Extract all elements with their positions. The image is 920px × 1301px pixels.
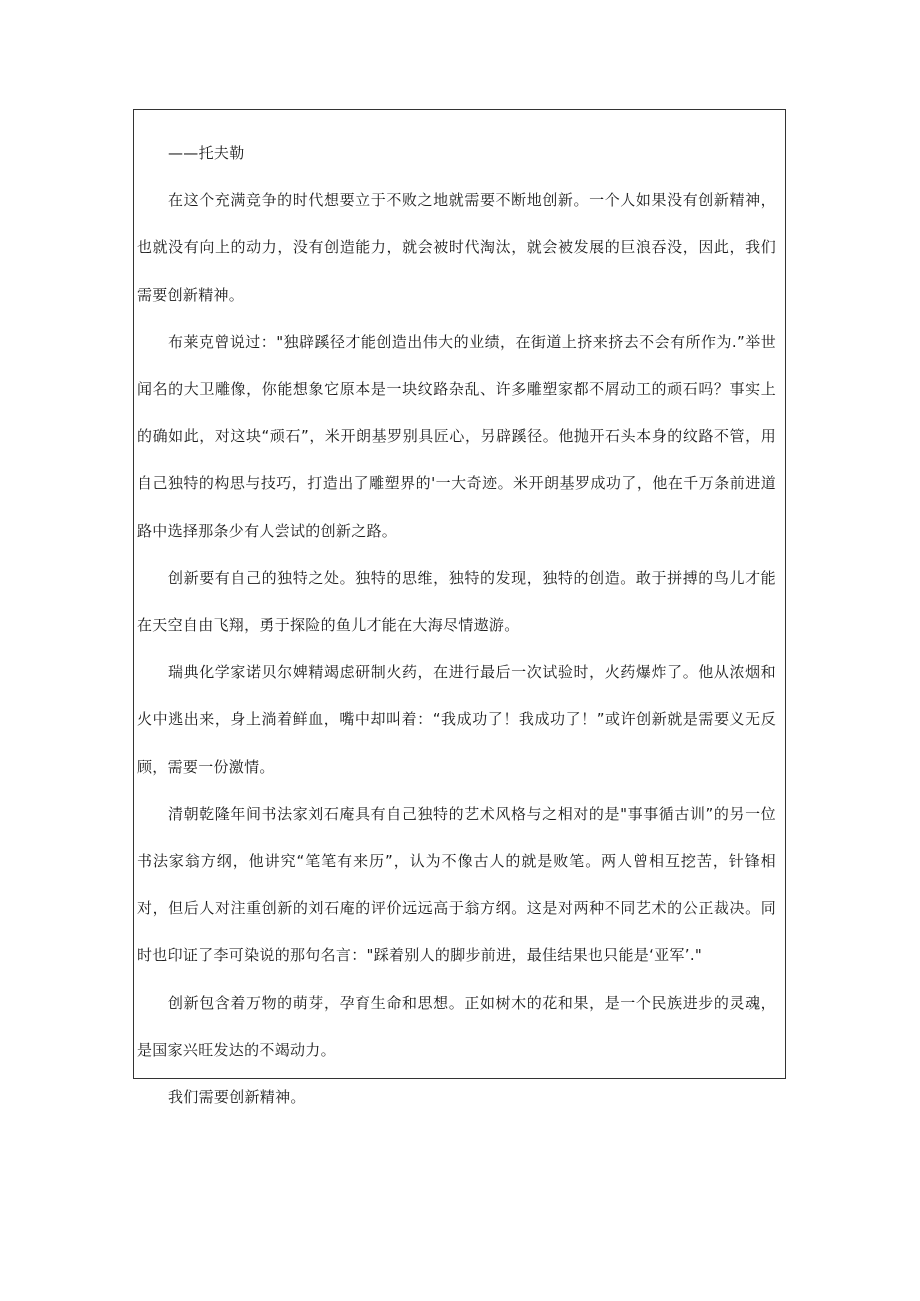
document-frame <box>133 109 786 1107</box>
attribution-line: ——托夫勒 <box>168 144 245 162</box>
closing-line: 我们需要创新精神。 <box>168 1088 306 1107</box>
paragraph-2: 布莱克曾说过："独辟蹊径才能创造出伟大的业绩，在街道上挤来挤去不会有所作为.”举世闻名的大卫雕像，你能想象它原本是一块纹路杂乱、许多雕塑家都不屑动工的顽石吗？事实上的确如此，对这块“顽石”，米开朗基罗别具匠心，另辟蹊径。他抛开石头本身的纹路不管，用自己独特的构思与技巧，打造出了雕塑界的'一大奇迹。米开朗基罗成功了，他在千万条前进道路中选择那条少有人尝试的创新之路。 <box>137 332 776 540</box>
paragraph-1: 在这个充满竞争的时代想要立于不败之地就需要不断地创新。一个人如果没有创新精神，也就没有向上的动力，没有创造能力，就会被时代淘汰，就会被发展的巨浪吞没，因此，我们需要创新精神。 <box>137 191 776 304</box>
document-body <box>134 130 787 1121</box>
paragraph-5: 清朝乾隆年间书法家刘石庵具有自己独特的艺术风格与之相对的是"事事循古训”的另一位书法家翁方纲，他讲究“笔笔有来历”，认为不像古人的就是败笔。两人曾相互挖苦，针锋相对，但后人对注重创新的刘石庵的评价远远高于翁方纲。这是对两种不同艺术的公正裁决。同时也印证了李可染说的那句名言："踩着别人的脚步前进，最佳结果也只能是‘亚军’." <box>137 804 776 965</box>
paragraph-4: 瑞典化学家诺贝尔婢精竭虑研制火药，在进行最后一次试验时，火药爆炸了。他从浓烟和火中逃出来，身上淌着鲜血，嘴中却叫着：“我成功了！我成功了！”或许创新就是需要义无反顾，需要一份激情。 <box>137 663 776 776</box>
paragraph-6: 创新包含着万物的萌芽，孕育生命和思想。正如树木的花和果，是一个民族进步的灵魂，是国家兴旺发达的不竭动力。 <box>137 993 776 1059</box>
paragraph-3: 创新要有自己的独特之处。独特的思维，独特的发现，独特的创造。敢于拼搏的鸟儿才能在天空自由飞翔，勇于探险的鱼儿才能在大海尽情遨游。 <box>137 568 776 635</box>
